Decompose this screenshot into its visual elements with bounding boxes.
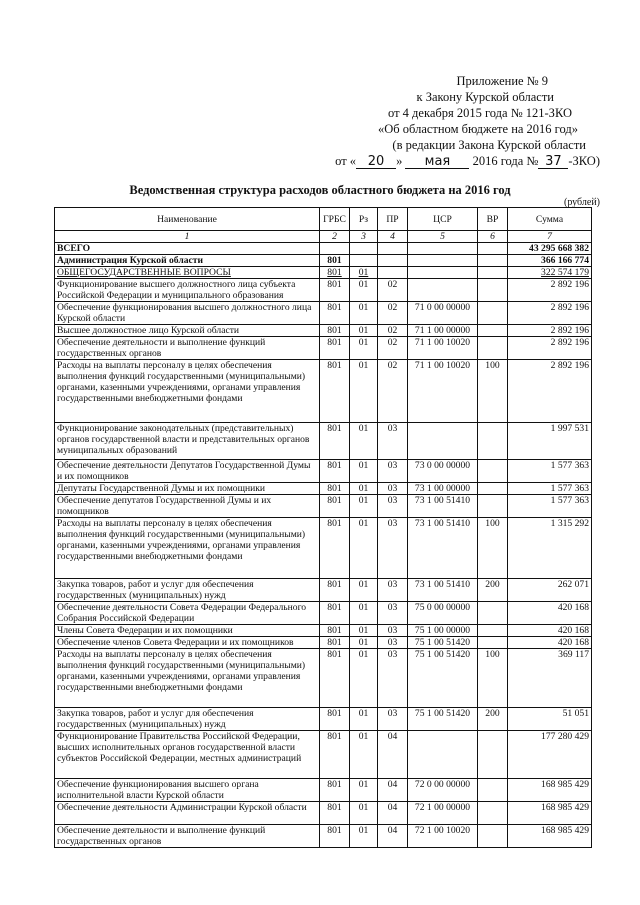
cell-csr <box>408 267 478 279</box>
cell-csr: 73 1 00 00000 <box>408 483 478 495</box>
col-header-csr: ЦСР <box>408 208 478 231</box>
table-row <box>55 423 592 460</box>
col-number: 3 <box>350 231 378 243</box>
cell-vr <box>478 337 508 360</box>
table-row <box>55 302 592 325</box>
cell-grbs: 801 <box>320 423 350 460</box>
cell-pr <box>378 255 408 267</box>
cell-rz: 01 <box>350 460 378 483</box>
table-row <box>55 802 592 825</box>
table-row <box>55 460 592 483</box>
cell-pr: 02 <box>378 337 408 360</box>
edition-year: 2016 года № <box>472 154 539 168</box>
col-number: 6 <box>478 231 508 243</box>
cell-vr <box>478 279 508 302</box>
cell-csr: 75 1 00 51420 <box>408 649 478 708</box>
cell-name: Обеспечение депутатов Государственной Думы и их помощников <box>55 495 320 518</box>
cell-name: Обеспечение деятельности Депутатов Государственной Думы и их помощников <box>55 460 320 483</box>
cell-grbs <box>320 243 350 255</box>
cell-vr <box>478 602 508 625</box>
table-row <box>55 495 592 518</box>
cell-name: Закупка товаров, работ и услуг для обеспечения государственных (муниципальных) нужд <box>55 579 320 602</box>
edition-day: 20 <box>356 155 396 169</box>
cell-csr: 73 1 00 51410 <box>408 579 478 602</box>
cell-sum: 2 892 196 <box>508 360 592 423</box>
cell-pr: 02 <box>378 360 408 423</box>
cell-sum: 369 117 <box>508 649 592 708</box>
cell-name: Функционирование высшего должностного лица субъекта Российской Федерации и муниципального образования <box>55 279 320 302</box>
col-header-vr: ВР <box>478 208 508 231</box>
cell-name: Закупка товаров, работ и услуг для обеспечения государственных (муниципальных) нужд <box>55 708 320 731</box>
cell-sum: 2 892 196 <box>508 325 592 337</box>
cell-vr <box>478 243 508 255</box>
cell-name: Расходы на выплаты персоналу в целях обеспечения выполнения функций государственными (муниципальными) органами, казенными учреждениями, органами управления государственными внебюджетными фондами <box>55 518 320 579</box>
cell-vr <box>478 731 508 779</box>
cell-name: Обеспечение деятельности Совета Федерации Федерального Собрания Российской Федерации <box>55 602 320 625</box>
cell-vr: 100 <box>478 518 508 579</box>
cell-csr: 73 1 00 51410 <box>408 518 478 579</box>
table-row <box>55 579 592 602</box>
cell-name: Функционирование Правительства Российской Федерации, высших исполнительных органов государственной власти субъектов Российской Федерации, местных администраций <box>55 731 320 779</box>
table-row <box>55 325 592 337</box>
cell-vr: 200 <box>478 579 508 602</box>
cell-pr: 03 <box>378 708 408 731</box>
cell-name: Высшее должностное лицо Курской области <box>55 325 320 337</box>
cell-grbs: 801 <box>320 731 350 779</box>
cell-sum: 1 577 363 <box>508 483 592 495</box>
cell-grbs: 801 <box>320 483 350 495</box>
cell-csr: 72 1 00 10020 <box>408 825 478 848</box>
cell-vr <box>478 302 508 325</box>
edition-suffix: -ЗКО) <box>568 154 600 168</box>
cell-sum: 420 168 <box>508 637 592 649</box>
cell-rz: 01 <box>350 483 378 495</box>
cell-pr: 03 <box>378 460 408 483</box>
col-number: 2 <box>320 231 350 243</box>
cell-csr: 72 0 00 00000 <box>408 779 478 802</box>
cell-rz: 01 <box>350 518 378 579</box>
table-row <box>55 243 592 255</box>
cell-rz: 01 <box>350 360 378 423</box>
col-number: 1 <box>55 231 320 243</box>
cell-csr <box>408 279 478 302</box>
cell-grbs: 801 <box>320 579 350 602</box>
cell-grbs: 801 <box>320 625 350 637</box>
cell-csr: 71 1 00 00000 <box>408 325 478 337</box>
cell-sum: 2 892 196 <box>508 337 592 360</box>
cell-vr <box>478 825 508 848</box>
col-header-rz: Рз <box>350 208 378 231</box>
cell-sum: 168 985 429 <box>508 802 592 825</box>
cell-grbs: 801 <box>320 802 350 825</box>
edition-date-line <box>0 153 600 169</box>
table-row <box>55 649 592 708</box>
cell-sum: 177 280 429 <box>508 731 592 779</box>
edition-month: мая <box>405 155 469 169</box>
cell-rz: 01 <box>350 649 378 708</box>
cell-rz: 01 <box>350 625 378 637</box>
cell-sum: 322 574 179 <box>508 267 592 279</box>
cell-pr: 03 <box>378 423 408 460</box>
cell-name: Расходы на выплаты персоналу в целях обеспечения выполнения функций государственными (муниципальными) органами, казенными учреждениями, органами управления государственными внебюджетными фондами <box>55 360 320 423</box>
appendix-header <box>0 73 600 169</box>
cell-pr: 03 <box>378 518 408 579</box>
cell-csr: 71 1 00 10020 <box>408 360 478 423</box>
cell-name: Обеспечение деятельности и выполнение функций государственных органов <box>55 825 320 848</box>
table-row <box>55 625 592 637</box>
cell-pr: 04 <box>378 825 408 848</box>
cell-name: Члены Совета Федерации и их помощники <box>55 625 320 637</box>
cell-grbs: 801 <box>320 637 350 649</box>
cell-name: Администрация Курской области <box>55 255 320 267</box>
cell-vr <box>478 325 508 337</box>
col-header-pr: ПР <box>378 208 408 231</box>
table-row <box>55 518 592 579</box>
cell-grbs: 801 <box>320 495 350 518</box>
cell-rz: 01 <box>350 602 378 625</box>
cell-vr <box>478 483 508 495</box>
cell-csr: 75 1 00 51420 <box>408 708 478 731</box>
cell-name: Обеспечение функционирования высшего должностного лица Курской области <box>55 302 320 325</box>
cell-csr <box>408 423 478 460</box>
cell-pr: 03 <box>378 637 408 649</box>
col-header-grbs: ГРБС <box>320 208 350 231</box>
cell-pr <box>378 243 408 255</box>
table-row <box>55 360 592 423</box>
cell-pr: 03 <box>378 602 408 625</box>
cell-grbs: 801 <box>320 708 350 731</box>
cell-sum: 420 168 <box>508 602 592 625</box>
cell-rz: 01 <box>350 708 378 731</box>
edition-mid: » <box>396 154 403 168</box>
appendix-number: Приложение № 9 <box>456 74 548 88</box>
cell-vr <box>478 460 508 483</box>
cell-sum: 1 577 363 <box>508 495 592 518</box>
cell-vr: 200 <box>478 708 508 731</box>
cell-vr <box>478 625 508 637</box>
cell-rz: 01 <box>350 279 378 302</box>
cell-pr: 03 <box>378 625 408 637</box>
cell-pr: 04 <box>378 802 408 825</box>
cell-name: Обеспечение функционирования высшего органа исполнительной власти Курской области <box>55 779 320 802</box>
cell-rz: 01 <box>350 825 378 848</box>
cell-grbs: 801 <box>320 779 350 802</box>
cell-pr: 04 <box>378 731 408 779</box>
table-row <box>55 279 592 302</box>
column-number-row <box>55 231 592 243</box>
expenditure-table <box>54 207 592 848</box>
cell-pr: 02 <box>378 279 408 302</box>
cell-grbs: 801 <box>320 325 350 337</box>
cell-pr: 03 <box>378 579 408 602</box>
cell-grbs: 801 <box>320 337 350 360</box>
cell-rz: 01 <box>350 302 378 325</box>
cell-grbs: 801 <box>320 602 350 625</box>
cell-name: ВСЕГО <box>55 243 320 255</box>
cell-pr: 03 <box>378 495 408 518</box>
cell-rz: 01 <box>350 779 378 802</box>
cell-pr: 03 <box>378 649 408 708</box>
cell-grbs: 801 <box>320 255 350 267</box>
cell-sum: 366 166 774 <box>508 255 592 267</box>
cell-grbs: 801 <box>320 279 350 302</box>
cell-vr <box>478 637 508 649</box>
cell-sum: 1 315 292 <box>508 518 592 579</box>
cell-name: ОБЩЕГОСУДАРСТВЕННЫЕ ВОПРОСЫ <box>55 267 320 279</box>
cell-csr: 73 0 00 00000 <box>408 460 478 483</box>
cell-pr <box>378 267 408 279</box>
cell-rz: 01 <box>350 337 378 360</box>
cell-csr: 75 1 00 00000 <box>408 625 478 637</box>
cell-rz: 01 <box>350 495 378 518</box>
cell-csr: 71 0 00 00000 <box>408 302 478 325</box>
cell-vr: 100 <box>478 649 508 708</box>
cell-vr <box>478 267 508 279</box>
table-row <box>55 267 592 279</box>
cell-rz <box>350 255 378 267</box>
cell-rz: 01 <box>350 579 378 602</box>
cell-vr <box>478 255 508 267</box>
cell-sum: 168 985 429 <box>508 825 592 848</box>
cell-sum: 51 051 <box>508 708 592 731</box>
cell-name: Депутаты Государственной Думы и их помощники <box>55 483 320 495</box>
cell-name: Функционирование законодательных (представительных) органов государственной власти и представительных органов муниципальных образований <box>55 423 320 460</box>
cell-sum: 168 985 429 <box>508 779 592 802</box>
table-row <box>55 708 592 731</box>
table-row <box>55 255 592 267</box>
table-row <box>55 337 592 360</box>
cell-grbs: 801 <box>320 460 350 483</box>
cell-vr <box>478 802 508 825</box>
cell-grbs: 801 <box>320 825 350 848</box>
col-number: 5 <box>408 231 478 243</box>
cell-name: Обеспечение деятельности Администрации Курской области <box>55 802 320 825</box>
cell-rz: 01 <box>350 802 378 825</box>
cell-pr: 02 <box>378 325 408 337</box>
cell-sum: 262 071 <box>508 579 592 602</box>
cell-vr <box>478 423 508 460</box>
law-title: «Об областном бюджете на 2016 год» <box>378 122 578 136</box>
edition-number: 37 <box>538 155 568 169</box>
cell-csr: 73 1 00 51410 <box>408 495 478 518</box>
cell-grbs: 801 <box>320 302 350 325</box>
cell-grbs: 801 <box>320 518 350 579</box>
cell-csr <box>408 255 478 267</box>
cell-sum: 2 892 196 <box>508 279 592 302</box>
table-row <box>55 637 592 649</box>
cell-name: Обеспечение членов Совета Федерации и их помощников <box>55 637 320 649</box>
cell-rz: 01 <box>350 325 378 337</box>
cell-csr: 72 1 00 00000 <box>408 802 478 825</box>
table-row <box>55 483 592 495</box>
table-header-row <box>55 208 592 231</box>
cell-pr: 02 <box>378 302 408 325</box>
cell-sum: 420 168 <box>508 625 592 637</box>
cell-sum: 43 295 668 382 <box>508 243 592 255</box>
law-reference: к Закону Курской области <box>416 90 554 104</box>
cell-csr <box>408 731 478 779</box>
cell-rz: 01 <box>350 731 378 779</box>
cell-csr: 75 1 00 51420 <box>408 637 478 649</box>
cell-name: Расходы на выплаты персоналу в целях обеспечения выполнения функций государственными (муниципальными) органами, казенными учреждениями, органами управления государственными внебюджетными фондами <box>55 649 320 708</box>
law-date: от 4 декабря 2015 года № 121-ЗКО <box>387 106 572 120</box>
cell-name: Обеспечение деятельности и выполнение функций государственных органов <box>55 337 320 360</box>
table-row <box>55 825 592 848</box>
table-row <box>55 779 592 802</box>
cell-csr: 71 1 00 10020 <box>408 337 478 360</box>
col-header-name: Наименование <box>55 208 320 231</box>
col-number: 7 <box>508 231 592 243</box>
cell-rz: 01 <box>350 637 378 649</box>
cell-pr: 03 <box>378 483 408 495</box>
cell-pr: 04 <box>378 779 408 802</box>
cell-sum: 1 997 531 <box>508 423 592 460</box>
cell-csr <box>408 243 478 255</box>
cell-sum: 1 577 363 <box>508 460 592 483</box>
units-label: (рублей) <box>563 197 600 208</box>
col-header-sum: Сумма <box>508 208 592 231</box>
cell-vr: 100 <box>478 360 508 423</box>
edition-note: (в редакции Закона Курской области <box>392 138 586 152</box>
document-title: Ведомственная структура расходов областного бюджета на 2016 год <box>129 183 511 197</box>
cell-rz <box>350 243 378 255</box>
table-row <box>55 602 592 625</box>
cell-grbs: 801 <box>320 360 350 423</box>
cell-csr: 75 0 00 00000 <box>408 602 478 625</box>
cell-vr <box>478 495 508 518</box>
cell-rz: 01 <box>350 423 378 460</box>
cell-grbs: 801 <box>320 649 350 708</box>
cell-vr <box>478 779 508 802</box>
table-row <box>55 731 592 779</box>
cell-rz: 01 <box>350 267 378 279</box>
cell-grbs: 801 <box>320 267 350 279</box>
edition-prefix: от « <box>335 154 357 168</box>
col-number: 4 <box>378 231 408 243</box>
cell-sum: 2 892 196 <box>508 302 592 325</box>
